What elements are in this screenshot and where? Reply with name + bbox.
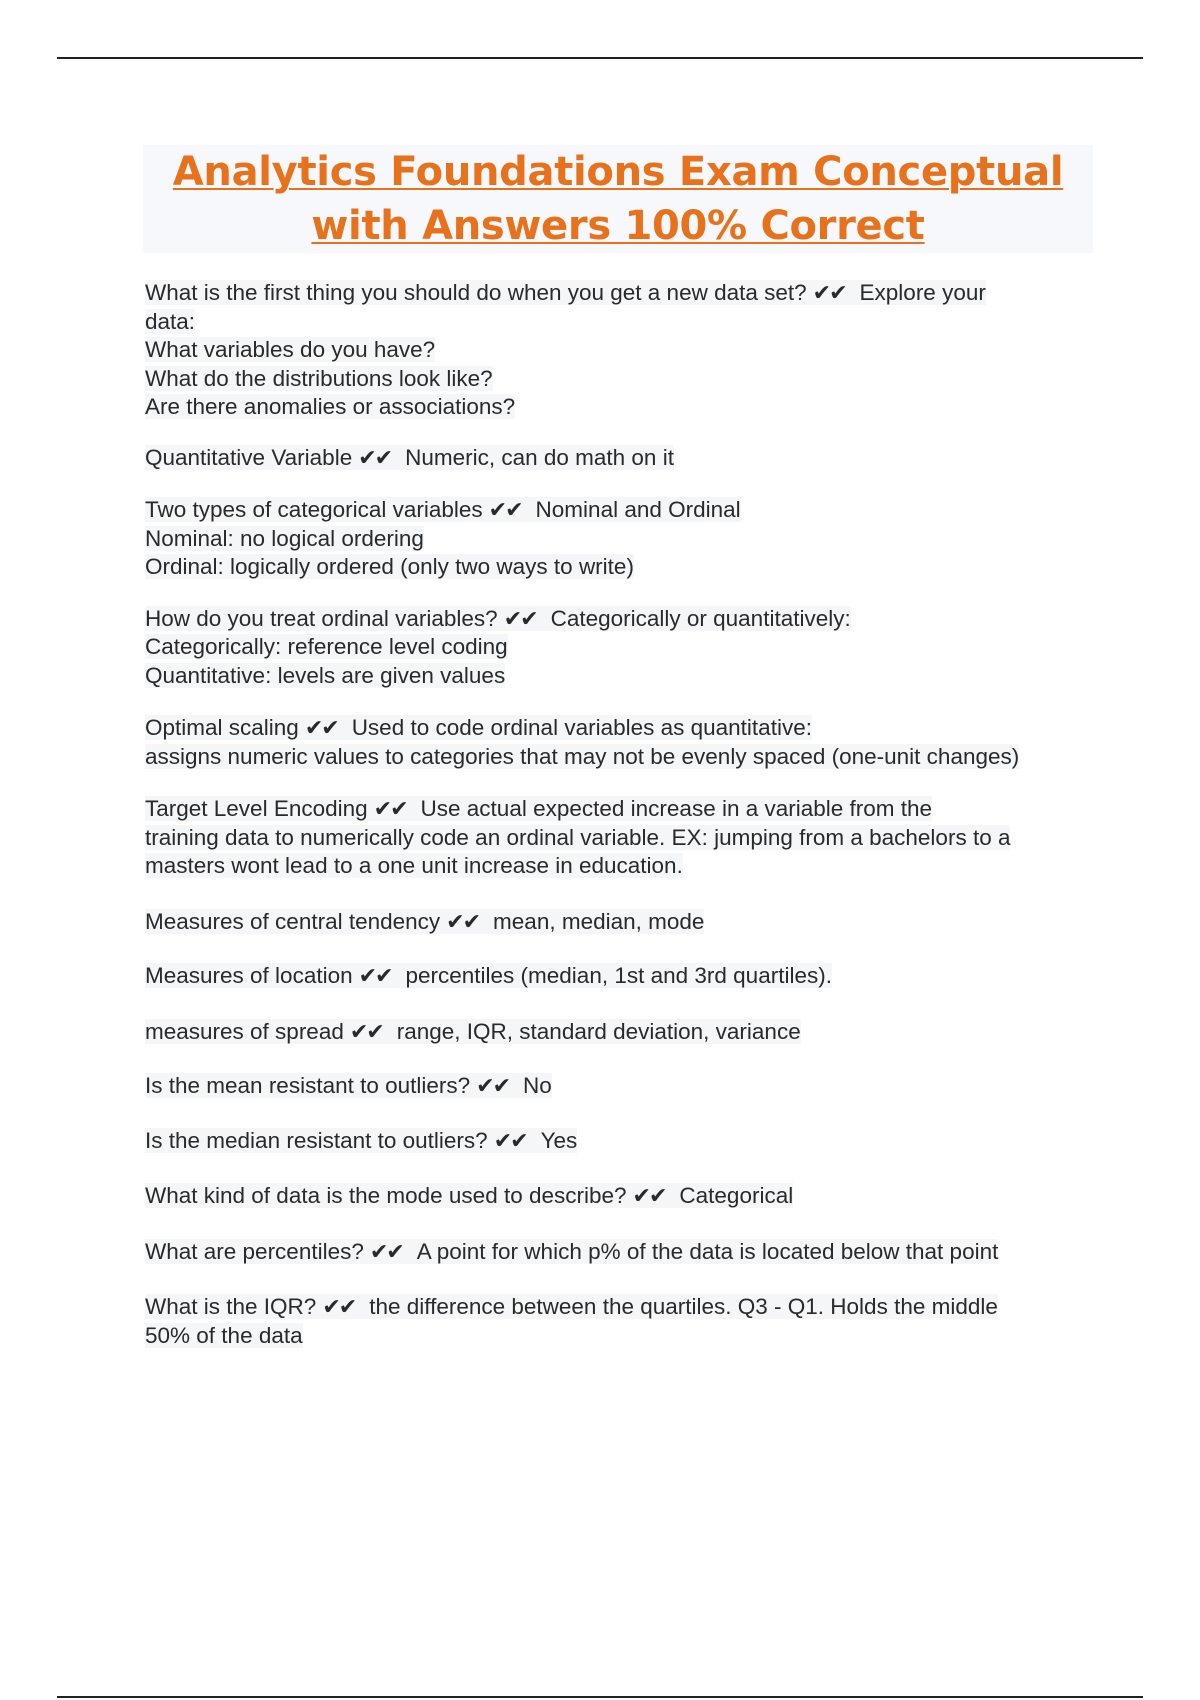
qa-highlight <box>145 1128 577 1153</box>
check-mark-icon: ✔✔ <box>488 497 522 522</box>
continuation-text: training data to numerically code an ordinal variable. EX: jumping from a bachelors to a <box>145 824 1011 850</box>
answer-text: mean, median, mode <box>493 908 705 934</box>
check-mark-icon: ✔✔ <box>503 605 537 631</box>
top-rule <box>57 57 1143 59</box>
qa-first-line <box>145 605 1095 634</box>
check-mark-icon: ✔✔ <box>446 908 480 934</box>
question-text: What kind of data is the mode used to describe? <box>145 1183 627 1208</box>
check-mark-icon: ✔✔ <box>322 1294 356 1319</box>
check-mark-icon: ✔✔ <box>358 963 392 988</box>
qa-entry <box>145 444 1095 473</box>
answer-continuation-line <box>145 308 1095 337</box>
answer-text: Used to code ordinal variables as quantitative: <box>351 715 812 740</box>
qa-first-line <box>145 908 1095 937</box>
continuation-text: 50% of the data <box>145 1322 303 1348</box>
qa-first-line <box>145 1182 1095 1211</box>
answer-continuation-line <box>145 1322 1095 1351</box>
title-line-1: Analytics Foundations Exam Conceptual <box>172 149 1064 195</box>
question-text: Optimal scaling <box>145 715 299 740</box>
continuation-text: data: <box>145 308 196 334</box>
answer-continuation-line <box>145 365 1095 394</box>
continuation-text: Ordinal: logically ordered (only two ways to write) <box>145 554 634 579</box>
question-text: Target Level Encoding <box>145 796 368 821</box>
question-text: Measures of central tendency <box>145 908 441 934</box>
document-title <box>143 145 1093 253</box>
answer-continuation-line <box>145 336 1095 365</box>
question-text: What is the first thing you should do when you get a new data set? <box>145 280 807 305</box>
question-text: Measures of location <box>145 963 353 988</box>
answer-text: Yes <box>540 1127 578 1153</box>
qa-highlight <box>145 963 832 988</box>
answer-text: Categorical <box>679 1183 794 1208</box>
qa-first-line <box>145 1018 1095 1047</box>
qa-first-line <box>145 714 1095 743</box>
qa-highlight <box>145 1183 793 1208</box>
answer-continuation-line <box>145 525 1095 554</box>
qa-first-line <box>145 795 1095 824</box>
qa-highlight <box>145 1019 801 1044</box>
check-mark-icon: ✔✔ <box>812 280 846 305</box>
answer-text: Explore your <box>859 280 986 305</box>
answer-text: Numeric, can do math on it <box>405 444 674 470</box>
qa-highlight <box>145 1239 998 1264</box>
qa-highlight <box>145 497 741 522</box>
answer-text: A point for which p% of the data is located below that point <box>416 1238 999 1264</box>
question-text: How do you treat ordinal variables? <box>145 605 498 631</box>
qa-entry <box>145 908 1095 937</box>
qa-entry <box>145 962 1095 991</box>
qa-first-line <box>145 279 1095 308</box>
continuation-text: masters wont lead to a one unit increase in education. <box>145 853 683 878</box>
qa-entry <box>145 1018 1095 1047</box>
continuation-text: Nominal: no logical ordering <box>145 525 424 551</box>
qa-highlight <box>145 796 932 821</box>
answer-continuation-line <box>145 393 1095 422</box>
qa-entry <box>145 714 1095 771</box>
qa-entry <box>145 279 1095 422</box>
qa-highlight <box>145 909 704 934</box>
question-text: What are percentiles? <box>145 1238 364 1264</box>
qa-first-line <box>145 1238 1095 1267</box>
qa-first-line <box>145 1127 1095 1156</box>
qa-entry <box>145 1293 1095 1350</box>
check-mark-icon: ✔✔ <box>358 444 392 470</box>
qa-first-line <box>145 1072 1095 1101</box>
qa-highlight <box>145 1073 552 1098</box>
qa-first-line <box>145 444 1095 473</box>
bottom-rule <box>57 1696 1143 1698</box>
answer-continuation-line <box>145 824 1095 853</box>
check-mark-icon: ✔✔ <box>369 1238 403 1264</box>
qa-list <box>145 279 1095 1350</box>
qa-highlight <box>145 280 986 305</box>
qa-entry <box>145 1127 1095 1156</box>
check-mark-icon: ✔✔ <box>373 796 407 821</box>
check-mark-icon: ✔✔ <box>349 1018 383 1044</box>
answer-continuation-line <box>145 743 1095 772</box>
answer-continuation-line <box>145 662 1095 691</box>
qa-entry <box>145 1072 1095 1101</box>
check-mark-icon: ✔✔ <box>493 1127 527 1153</box>
qa-entry <box>145 795 1095 881</box>
answer-text: the difference between the quartiles. Q3 - Q1. Holds the middle <box>369 1294 998 1319</box>
continuation-text: Are there anomalies or associations? <box>145 394 516 419</box>
qa-highlight <box>145 445 674 470</box>
continuation-text: Categorically: reference level coding <box>145 634 508 659</box>
answer-text: percentiles (median, 1st and 3rd quartiles). <box>405 963 832 988</box>
question-text: What is the IQR? <box>145 1294 317 1319</box>
check-mark-icon: ✔✔ <box>476 1073 510 1098</box>
qa-first-line <box>145 962 1095 991</box>
qa-first-line <box>145 496 1095 525</box>
answer-text: Nominal and Ordinal <box>535 497 741 522</box>
continuation-text: Quantitative: levels are given values <box>145 662 506 688</box>
check-mark-icon: ✔✔ <box>304 715 338 740</box>
qa-entry <box>145 1182 1095 1211</box>
question-text: Two types of categorical variables <box>145 497 483 522</box>
qa-entry <box>145 605 1095 691</box>
answer-continuation-line <box>145 633 1095 662</box>
answer-text: Categorically or quantitatively: <box>550 605 851 631</box>
continuation-text: assigns numeric values to categories that may not be evenly spaced (one-unit changes) <box>145 743 1020 769</box>
question-text: Is the median resistant to outliers? <box>145 1127 488 1153</box>
answer-text: Use actual expected increase in a variable from the <box>420 796 933 821</box>
question-text: measures of spread <box>145 1018 344 1044</box>
qa-highlight <box>145 606 851 631</box>
qa-entry <box>145 496 1095 582</box>
qa-entry <box>145 1238 1095 1267</box>
question-text: Quantitative Variable <box>145 444 353 470</box>
question-text: Is the mean resistant to outliers? <box>145 1073 471 1098</box>
answer-text: range, IQR, standard deviation, variance <box>396 1018 801 1044</box>
qa-highlight <box>145 1294 998 1319</box>
continuation-text: What variables do you have? <box>145 337 436 362</box>
qa-highlight <box>145 715 812 740</box>
continuation-text: What do the distributions look like? <box>145 365 493 391</box>
title-line-2: with Answers 100% Correct <box>311 203 925 249</box>
check-mark-icon: ✔✔ <box>632 1183 666 1208</box>
answer-continuation-line <box>145 852 1095 881</box>
answer-text: No <box>523 1073 552 1098</box>
qa-first-line <box>145 1293 1095 1322</box>
answer-continuation-line <box>145 553 1095 582</box>
